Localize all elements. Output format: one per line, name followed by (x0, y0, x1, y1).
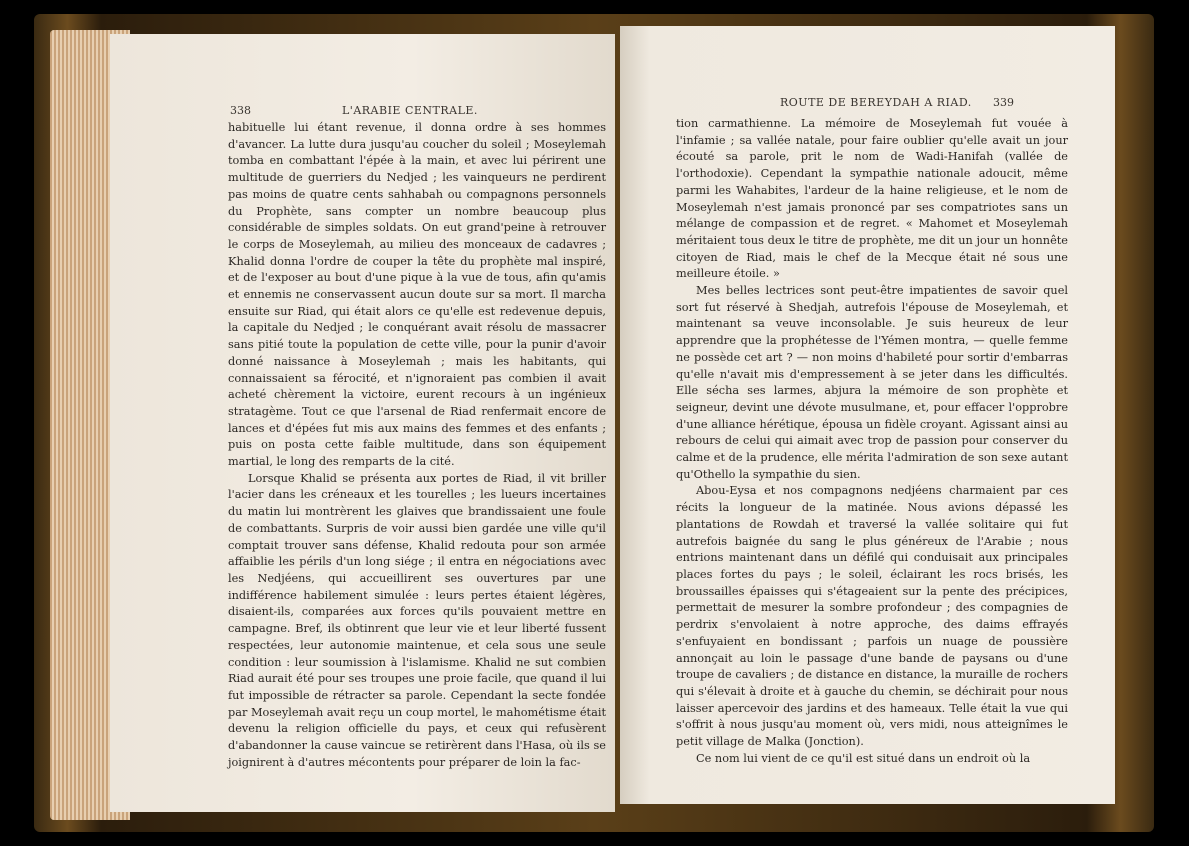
running-head: ROUTE DE BEREYDAH A RIAD. (780, 96, 972, 109)
page-number: 339 (993, 96, 1014, 109)
right-text (676, 116, 1068, 767)
paragraph: Abou-Eysa et nos compagnons nedjéens charmaient par ces récits la longueur de la matinée. Nous avions dépassé les plantations de Rowdah et traversé la vallée solitaire qui fut autrefois baignée du sang le plus généreux de l'Arabie ; nous entrions maintenant dans un défilé qui conduisait aux principales places fortes du pays ; le soleil, éclairant les rocs brisés, les broussailles épaisses qui s'étageaient sur la pente des précipices, permettait de mesurer la sombre profondeur ; des compagnies de perdrix s'envolaient à notre approche, des daims effrayés s'enfuyaient en bondissant ; parfois un nuage de poussière annonçait au loin le passage d'une bande de paysans ou d'une troupe de cavaliers ; de distance en distance, la muraille de rochers qui s'élevait à droite et à gauche du chemin, se déchirait pour nous laisser apercevoir des jardins et des hameaux. Telle était la vue qui s'offrit à nous jusqu'au moment où, vers midi, nous atteignîmes le petit village de Malka (Jonction). (676, 484, 1068, 749)
paragraph: habituelle lui étant revenue, il donna ordre à ses hommes d'avancer. La lutte dura jusqu'au coucher du soleil ; Moseylemah tomba en combattant l'épée à la main, et avec lui périrent une multitude de guerriers du Nedjed ; les vainqueurs ne perdirent pas moins de quatre cents sahhabah ou compagnons personnels du Prophète, sans compter un nombre beaucoup plus considérable de simples soldats. On eut grand'peine à retrouver le corps de Moseylemah, au milieu des monceaux de cadavres ; Khalid donna l'ordre de couper la tête du prophète mal inspiré, et de l'exposer au bout d'une pique à la vue de tous, afin qu'amis et ennemis ne conservassent aucun doute sur sa mort. Il marcha ensuite sur Riad, qui était alors ce qu'elle est redevenue depuis, la capitale du Nedjed ; le conquérant avait résolu de massacrer sans pitié toute la population de cette ville, pour la punir d'avoir donné naissance à Moseylemah ; mais les habitants, qui connaissaient sa férocité, et n'ignoraient pas combien il avait acheté chèrement la victoire, eurent recours à un ingénieux stratagème. Tout ce que l'arsenal de Riad renfermait encore de lances et d'épées fut mis aux mains des femmes et des enfants ; puis on posta cette faible multitude, dans son équipement martial, le long des remparts de la cité. (228, 121, 606, 469)
right-page (620, 26, 1115, 804)
paragraph: Lorsque Khalid se présenta aux portes de Riad, il vit briller l'acier dans les créneaux et les tourelles ; les lueurs incertaines du matin lui montrèrent les glaives que brandissaient une foule de combattants. Surpris de voir aussi bien gardée une ville qu'il comptait trouver sans défense, Khalid redouta pour son armée affaiblie les périls d'un long siége ; il entra en négociations avec les Nedjéens, qui accueillirent ses ouvertures par une indifférence habilement simulée : leurs pertes étaient légères, disaient-ils, comparées aux forces qu'ils pouvaient mettre en campagne. Bref, ils obtinrent que leur vie et leur liberté fussent respectées, leur autonomie maintenue, et cela sous une seule condition : leur soumission à l'islamisme. Khalid ne sut combien Riad aurait été pour ses troupes une proie facile, que quand il lui fut impossible de rétracter sa parole. Cependant la secte fondée par Moseylemah avait reçu un coup mortel, le mahométisme était devenu la religion officielle du pays, et ceux qui refusèrent d'abandonner la cause vaincue se retirèrent dans l'Hasa, où ils se joignirent à d'autres mécontents pour préparer de loin la fac- (228, 471, 606, 769)
running-head: L'ARABIE CENTRALE. (342, 104, 478, 117)
left-page (110, 34, 615, 812)
paragraph: Mes belles lectrices sont peut-être impatientes de savoir quel sort fut réservé à Shedjah, autrefois l'épouse de Moseylemah, et maintenant sa veuve inconsolable. Je suis heureux de leur apprendre que la prophétesse de l'Yémen montra, — quelle femme ne possède cet art ? — non moins d'habileté pour sortir d'embarras qu'elle n'avait mis d'empressement à se jeter dans les difficultés. Elle sécha ses larmes, abjura la mémoire de son prophète et seigneur, devint une dévote musulmane, et, pour effacer l'opprobre d'une alliance hérétique, épousa un fidèle croyant. Agissant ainsi au rebours de celui qui aimait avec trop de passion pour conserver du calme et de la prudence, elle mérita l'admiration de son sexe autant qu'Othello la sympathie du sien. (676, 284, 1068, 481)
page-number: 338 (230, 104, 251, 117)
paragraph: Ce nom lui vient de ce qu'il est situé dans un endroit où la (696, 751, 1031, 765)
left-text (228, 120, 606, 771)
paragraph: tion carmathienne. La mémoire de Moseylemah fut vouée à l'infamie ; sa vallée natale, pour faire oublier qu'elle avait un jour écouté sa parole, prit le nom de Wadi-Hanifah (vallée de l'orthodoxie). Cependant la sympathie nationale adoucit, même parmi les Wahabites, l'ardeur de la haine religieuse, et le nom de Moseylemah n'est jamais prononcé par ses compatriotes sans un mélange de compassion et de regret. « Mahomet et Moseylemah méritaient tous deux le titre de prophète, me dit un jour un honnête citoyen de Riad, mais le chef de la Mecque était né sous une meilleure étoile. » (676, 117, 1068, 281)
